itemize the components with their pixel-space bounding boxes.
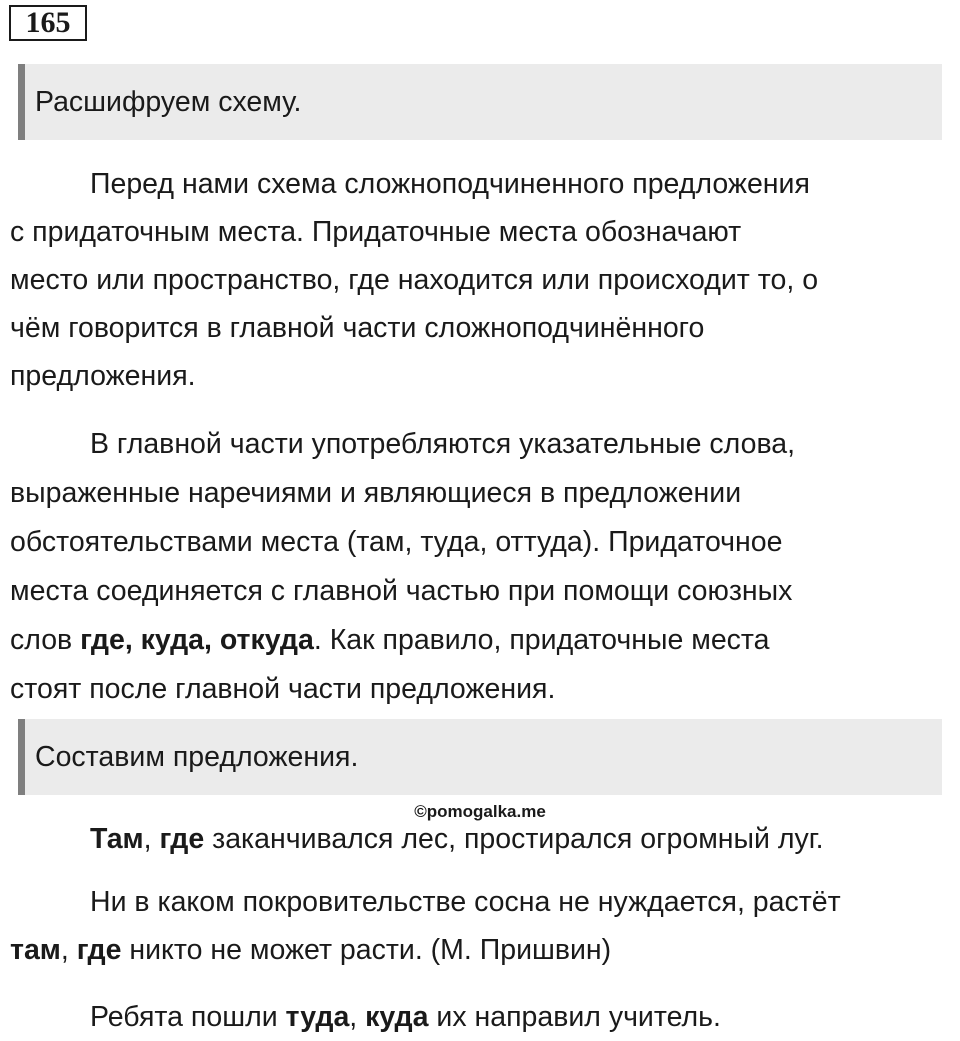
- bold-word: Там: [90, 823, 144, 855]
- watermark: ©pomogalka.me: [414, 802, 546, 821]
- text: их направил учитель.: [428, 1001, 721, 1033]
- example-3: [10, 993, 960, 1041]
- para1-line3: место или пространство, где находится или происходит то, о: [10, 264, 819, 296]
- text: слов: [10, 624, 81, 656]
- para1-line1: Перед нами схема сложноподчиненного предложения: [90, 168, 810, 200]
- bold-word: где: [76, 934, 122, 966]
- para2-line5: [10, 616, 955, 664]
- bold-word: где: [159, 823, 205, 855]
- example-2-line1: Ни в каком покровительстве сосна не нуждается, растёт: [90, 886, 841, 918]
- para1-line4: чём говорится в главной части сложноподчинённого: [10, 312, 705, 344]
- para2-line1: В главной части употребляются указательные слова,: [90, 428, 796, 460]
- example-2-line2: [10, 926, 955, 974]
- text: заканчивался лес, простирался огромный луг.: [204, 823, 824, 855]
- para2-line4: места соединяется с главной частью при помощи союзных: [10, 575, 793, 607]
- section-header-compose: Составим предложения.: [18, 719, 942, 795]
- bold-word: туда: [285, 1001, 350, 1033]
- bold-word: там: [10, 934, 61, 966]
- text: никто не может расти. (М. Пришвин): [121, 934, 612, 966]
- section-header-decode: Расшифруем схему.: [18, 64, 942, 140]
- text: . Как правило, придаточные места: [313, 624, 770, 656]
- para1-line5: предложения.: [10, 360, 196, 392]
- bold-word: куда: [365, 1001, 429, 1033]
- para2-line3: обстоятельствами места (там, туда, оттуда). Придаточное: [10, 526, 783, 558]
- text: ,: [143, 823, 160, 855]
- text: Ребята пошли: [90, 1001, 286, 1033]
- text: ,: [60, 934, 77, 966]
- text: ,: [349, 1001, 366, 1033]
- para1-line2: с придаточным места. Придаточные места обозначают: [10, 216, 742, 248]
- example-1: [10, 815, 960, 863]
- task-number: 165: [9, 5, 87, 41]
- para2-line6: стоят после главной части предложения.: [10, 673, 556, 705]
- bold-words: где, куда, откуда: [80, 624, 314, 656]
- para2-line2: выраженные наречиями и являющиеся в предложении: [10, 477, 742, 509]
